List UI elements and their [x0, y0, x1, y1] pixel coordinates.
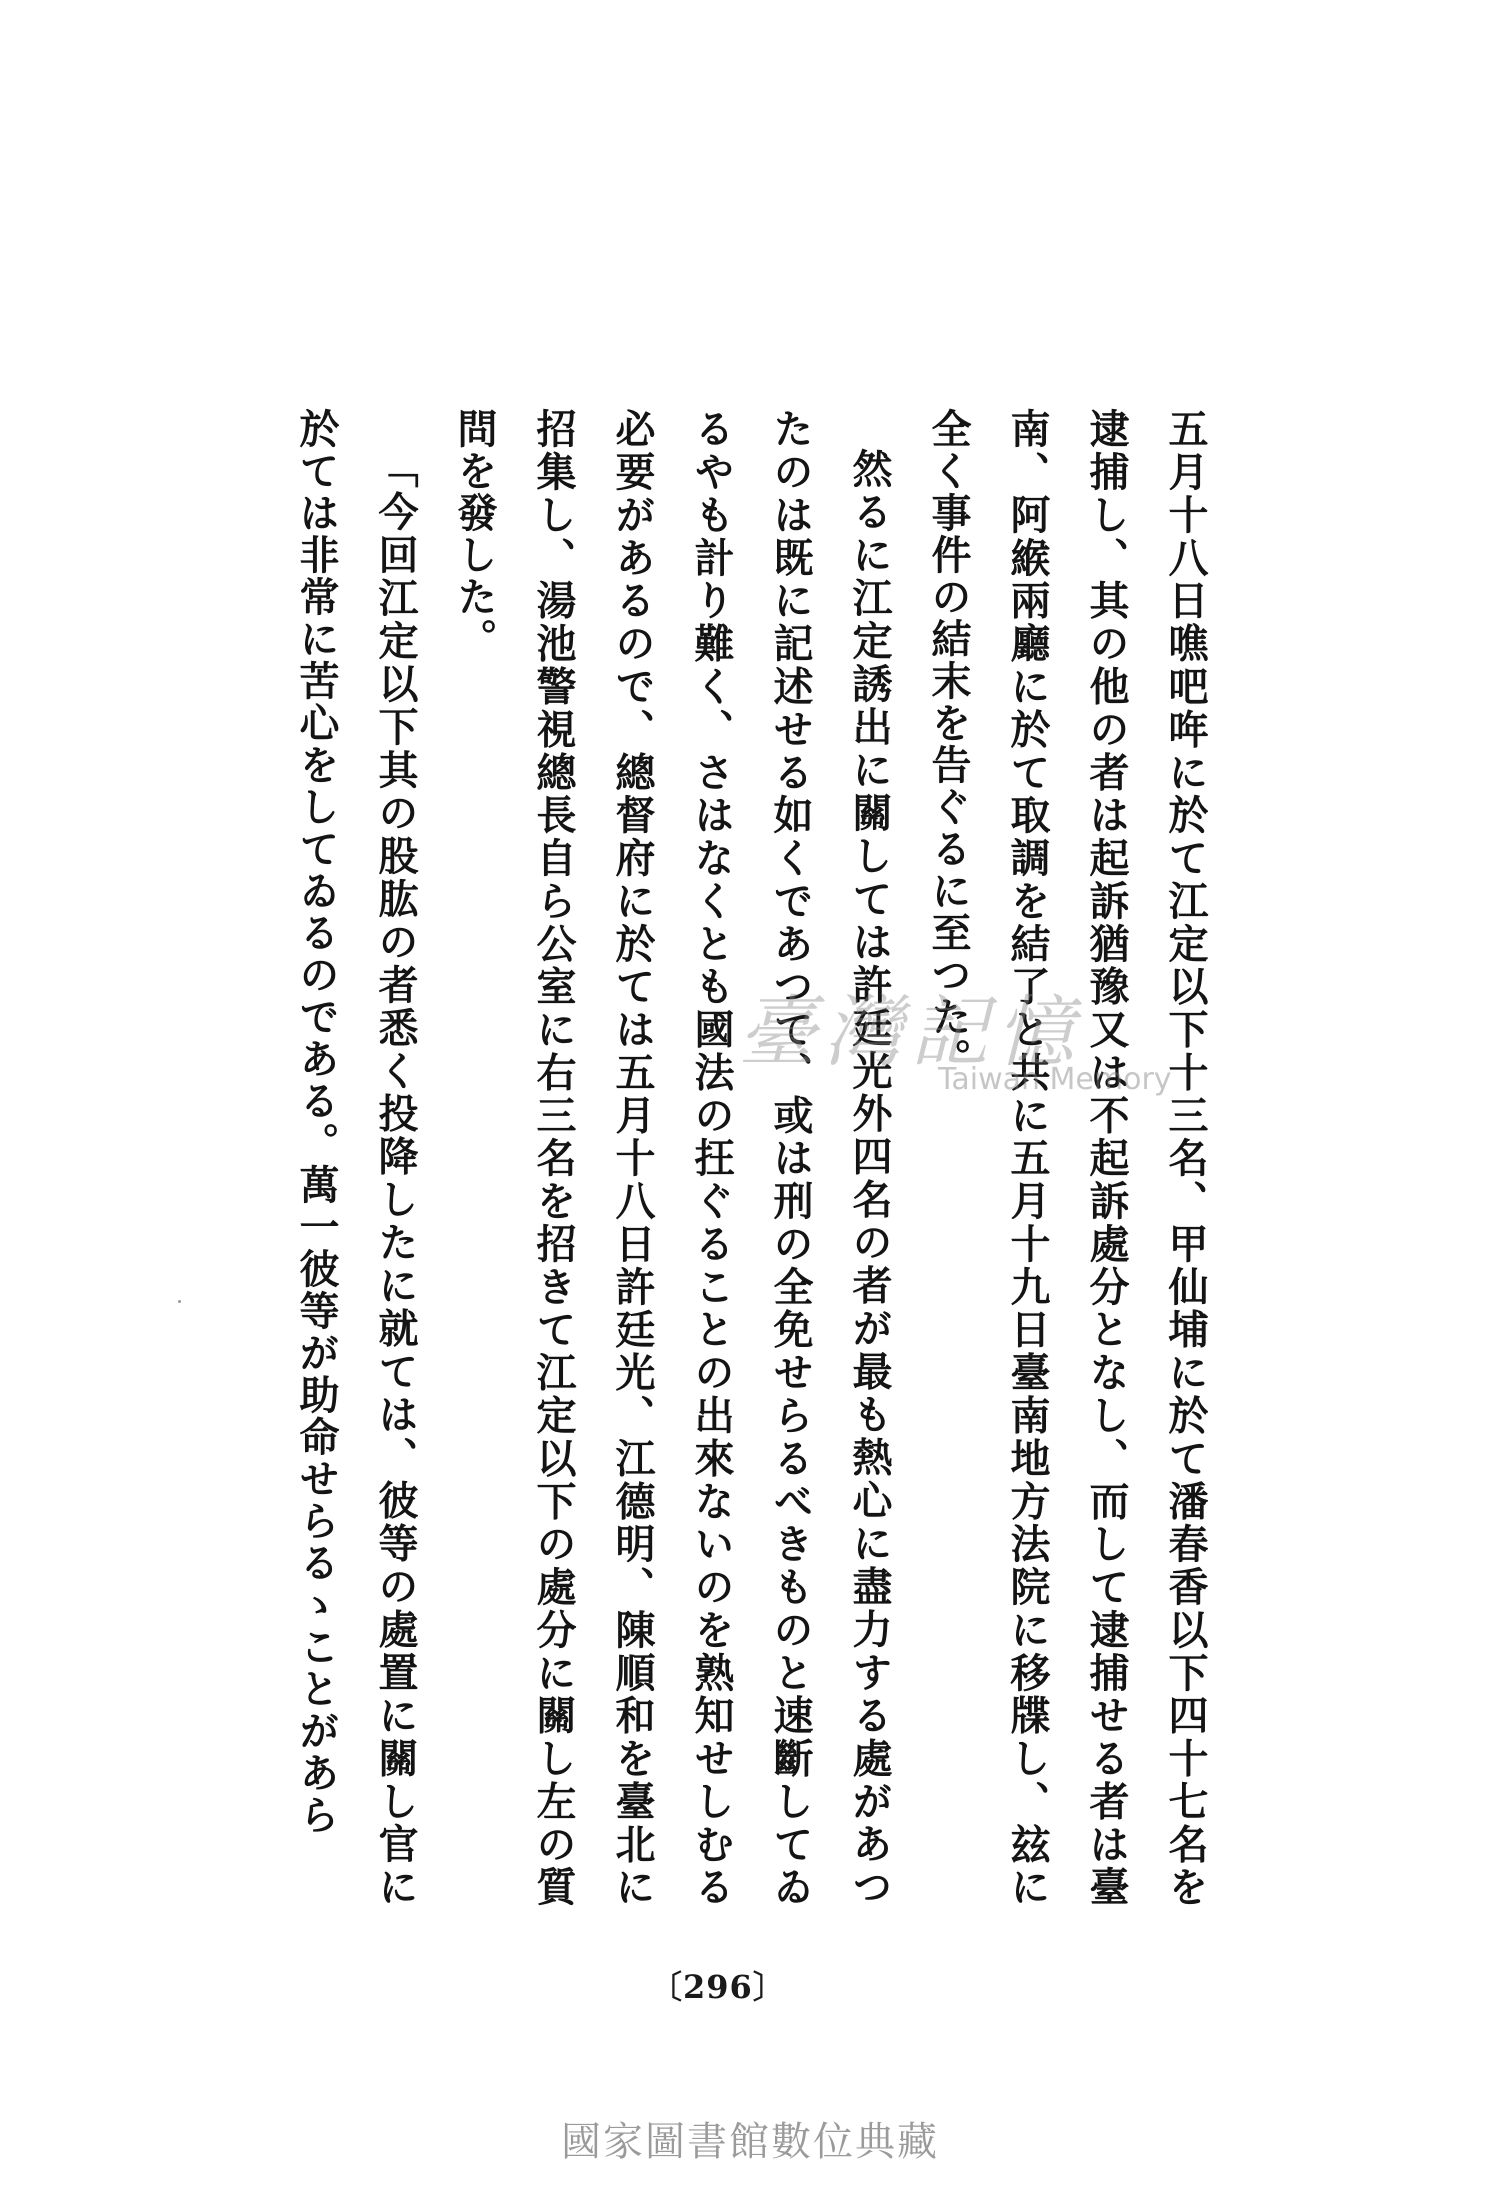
watermark-en-text: Taiwan Memory — [938, 1062, 1172, 1097]
paragraph-2: 然るに江定誘出に關しては許廷光外四名の者が最も熱心に盡力する處があつたのは既に記述せる如くであつて、或は刑の全免せらるべきものと速斷してゐるやも計り難く、さはなくとも國法の抂ぐることの出來ないのを熟知せしむる必要があるので、總督府に於ては五月十八日許廷光、江德明、陳順和を臺北に招集し、湯池警視總長自ら公室に右三名を招きて江定以下の處分に關し左の質問を發した。 — [451, 408, 893, 1909]
paragraph-3: 「今回江定以下其の股肱の者悉く投降したに就ては、彼等の處置に關し官に於ては非常に苦心をしてゐるのである。萬一彼等が助命せらるゝことがあら — [293, 408, 419, 1909]
paragraph-1: 五月十八日噍吧哖に於て江定以下十三名、甲仙埔に於て潘春香以下四十七名を逮捕し、其の他の者は起訴猶豫又は不起訴處分となし、而して逮捕せる者は臺南、阿緱兩廳に於て取調を結了と共に五月十九日臺南地方法院に移牒し、玆に全く事件の結末を告ぐるに至つた。 — [925, 408, 1209, 1908]
page-number: 〔296〕 — [650, 1968, 786, 2006]
watermark-cjk-text: 臺灣記憶 — [738, 988, 1083, 1078]
vertical-text-body — [215, 408, 1225, 1908]
library-caption: 國家圖書館數位典藏 — [561, 2119, 939, 2165]
scan-speck — [178, 1300, 181, 1303]
